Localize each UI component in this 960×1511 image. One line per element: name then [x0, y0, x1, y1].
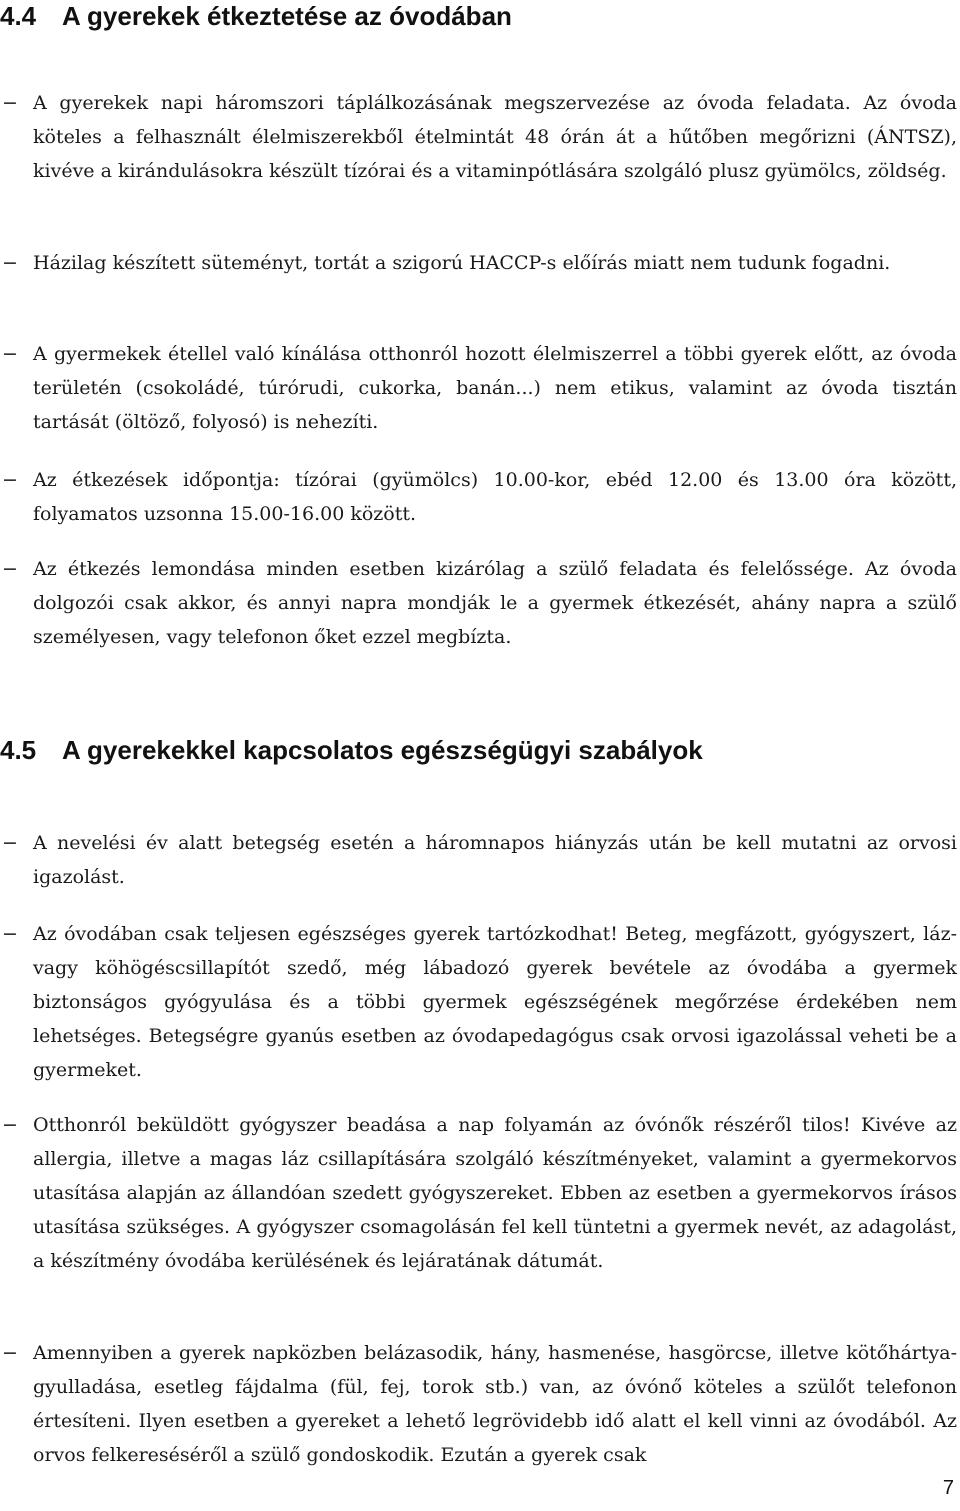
section-title: A gyerekekkel kapcsolatos egészségügyi szabályok	[62, 735, 703, 765]
section-heading-4-4	[0, 0, 512, 32]
list-item-text: Házilag készített süteményt, tortát a szigorú HACCP-s előírás miatt nem tudunk fogadni.	[33, 252, 891, 274]
dash-bullet-icon: −	[2, 832, 18, 854]
dash-bullet-icon: −	[2, 92, 18, 114]
dash-bullet-icon: −	[2, 343, 18, 365]
list-item-text: A gyermekek étellel való kínálása otthonról hozott élelmiszerrel a többi gyerek előtt, az óvoda területén (csokoládé, túrórudi, cukorka, banán...) nem etikus, valamint az óvoda tisztán tartását (öltöző, folyosó) is nehezíti.	[33, 343, 957, 433]
page-number: 7	[942, 1477, 954, 1499]
list-item-text: Az étkezések időpontja: tízórai (gyümölcs) 10.00-kor, ebéd 12.00 és 13.00 óra között, folyamatos uzsonna 15.00-16.00 között.	[33, 469, 957, 525]
dash-bullet-icon: −	[2, 469, 18, 491]
list-item-text: A nevelési év alatt betegség esetén a háromnapos hiányzás után be kell mutatni az orvosi igazolást.	[33, 832, 957, 888]
dash-bullet-icon: −	[2, 1114, 18, 1136]
list-item-text: Az étkezés lemondása minden esetben kizárólag a szülő feladata és felelőssége. Az óvoda dolgozói csak akkor, és annyi napra mondják le a gyermek étkezését, ahány napra a szülő személyesen, vagy telefonon őket ezzel megbízta.	[33, 558, 957, 648]
list-item-text: Amennyiben a gyerek napközben belázasodik, hány, hasmenése, hasgörcse, illetve kötőhártya-gyulladása, esetleg fájdalma (fül, fej, torok stb.) van, az óvónő köteles a szülőt telefonon értesíteni. Ilyen esetben a gyereket a lehető legrövidebb idő alatt el kell vinni az óvodából. Az orvos felkereséséről a szülő gondoskodik. Ezután a gyerek csak	[33, 1342, 957, 1466]
section-title: A gyerekek étkeztetése az óvodában	[62, 1, 512, 31]
list-item-text: Az óvodában csak teljesen egészséges gyerek tartózkodhat! Beteg, megfázott, gyógyszert, láz- vagy köhögéscsillapítót szedő, még lábadozó gyerek bevétele az óvodába a gyermek biztonságos gyógyulása és a többi gyermek egészségének megőrzése érdekében nem lehetséges. Betegségre gyanús esetben az óvodapedagógus csak orvosi igazolással veheti be a gyermeket.	[33, 923, 957, 1081]
list-item-text: A gyerekek napi háromszori táplálkozásának megszervezése az óvoda feladata. Az óvoda köteles a felhasznált élelmiszerekből ételmintát 48 órán át a hűtőben megőrizni (ÁNTSZ), kivéve a kirándulásokra készült tízórai és a vitaminpótlására szolgáló plusz gyümölcs, zöldség.	[33, 92, 957, 182]
section-number: 4.5	[0, 735, 37, 765]
dash-bullet-icon: −	[2, 558, 18, 580]
dash-bullet-icon: −	[2, 252, 18, 274]
section-number: 4.4	[0, 1, 37, 31]
dash-bullet-icon: −	[2, 923, 18, 945]
dash-bullet-icon: −	[2, 1342, 18, 1364]
section-heading-4-5	[0, 734, 703, 766]
list-item-text: Otthonról beküldött gyógyszer beadása a nap folyamán az óvónők részéről tilos! Kivéve az allergia, illetve a magas láz csillapítására szolgáló készítményeket, valamint a gyermekorvos utasítása alapján az állandóan szedett gyógyszereket. Ebben az esetben a gyermekorvos írásos utasítása szükséges. A gyógyszer csomagolásán fel kell tüntetni a gyermek nevét, az adagolást, a készítmény óvodába kerülésének és lejáratának dátumát.	[33, 1114, 957, 1272]
